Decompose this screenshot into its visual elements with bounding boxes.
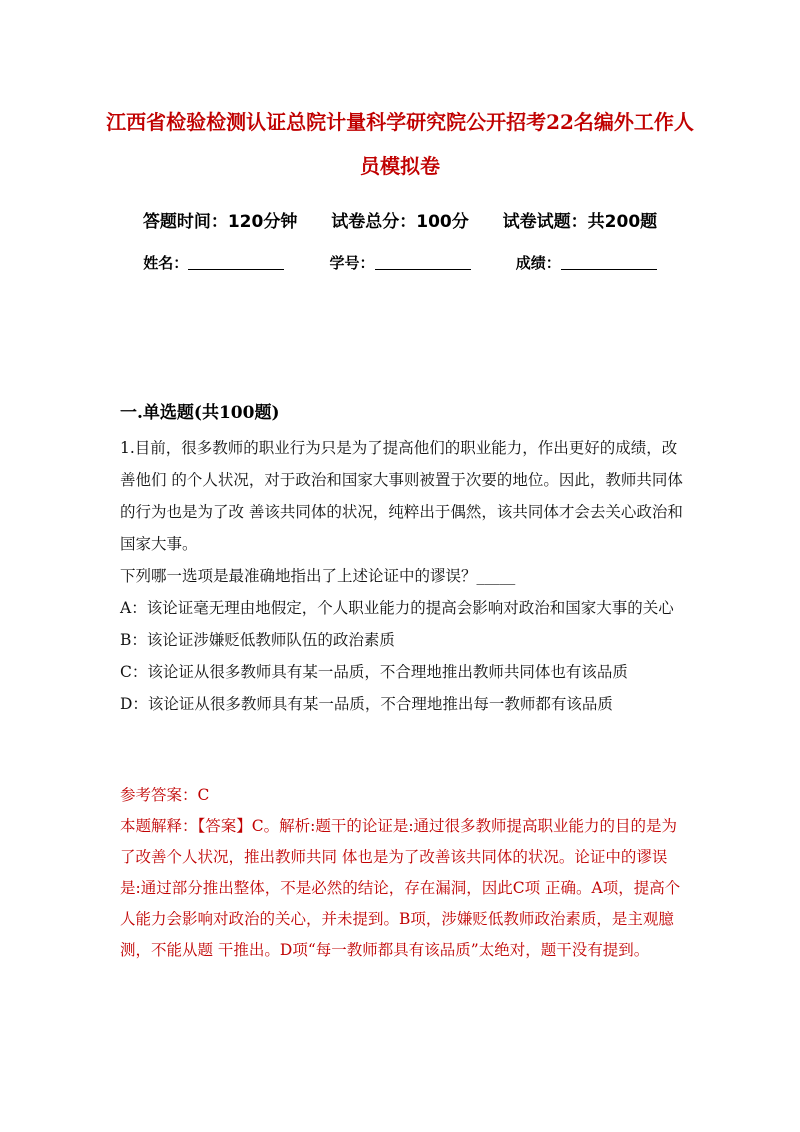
- section-title: 一.单选题(共100题): [120, 403, 280, 423]
- score-blank: [561, 255, 657, 270]
- question-stem: 1.目前，很多教师的职业行为只是为了提高他们的职业能力，作出更好的成绩，改善他们 的个人状况，对于政治和国家大事则被置于次要的地位。因此，教师共同体的行为也是为了改 善该共同体的状况，纯粹出于偶然，该共同体才会去关心政治和国家大事。: [120, 439, 683, 553]
- student-fields: [0, 252, 800, 273]
- exam-meta: [0, 207, 800, 232]
- name-field: [143, 252, 284, 273]
- student-id-field: [329, 252, 470, 273]
- document-title: 江西省检验检测认证总院计量科学研究院公开招考22名编外工作人员模拟卷: [106, 110, 694, 178]
- exam-question-count: 试卷试题：共200题: [502, 212, 658, 232]
- exam-time: 答题时间：120分钟: [142, 212, 298, 232]
- answer-explanation: 本题解释：【答案】C。解析:题干的论证是:通过很多教师提高职业能力的目的是为了改善个人状况，推出教师共同 体也是为了改善该共同体的状况。论证中的谬误是:通过部分推出整体，不是必然的结论，存在漏洞，因此C项 正确。A项，提高个人能力会影响对政治的关心，并未提到。B项，涉嫌贬低教师政治素质，是主观臆测，不能从题 干推出。D项“每一教师都具有该品质”太绝对，题干没有提到。: [120, 817, 681, 959]
- score-label: 成绩：: [515, 254, 561, 272]
- option-b: B：该论证涉嫌贬低教师队伍的政治素质: [120, 631, 395, 649]
- option-d: D：该论证从很多教师具有某一品质，不合理地推出每一教师都有该品质: [120, 695, 613, 713]
- name-label: 姓名：: [143, 254, 189, 272]
- answer-block: [120, 780, 685, 966]
- student-id-label: 学号：: [329, 254, 375, 272]
- option-a: A：该论证毫无理由地假定，个人职业能力的提高会影响对政治和国家大事的关心: [120, 599, 674, 617]
- question-prompt: 下列哪一选项是最准确地指出了上述论证中的谬误？_____: [120, 567, 516, 585]
- score-field: [516, 252, 657, 273]
- exam-total-score: 试卷总分：100分: [331, 212, 469, 232]
- option-c: C：该论证从很多教师具有某一品质，不合理地推出教师共同体也有该品质: [120, 663, 628, 681]
- question-block: [120, 432, 685, 720]
- name-blank: [188, 255, 284, 270]
- student-id-blank: [375, 255, 471, 270]
- reference-answer: 参考答案：C: [120, 786, 210, 804]
